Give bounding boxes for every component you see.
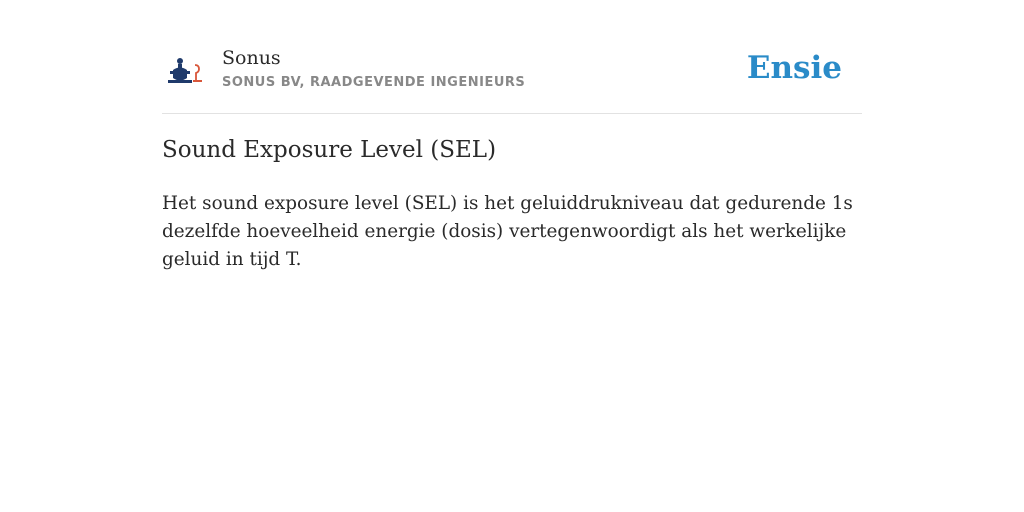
definition-text: Het sound exposure level (SEL) is het geluiddrukniveau dat gedurende 1s dezelfde hoeveelheid energie (dosis) vertegenwoordigt als het werkelijke geluid in tijd T. — [162, 193, 853, 270]
page-title: Sound Exposure Level (SEL) — [162, 137, 497, 163]
org-name[interactable]: Sonus — [222, 47, 281, 69]
sonus-logo-icon[interactable] — [168, 56, 204, 86]
ensie-logo-link[interactable]: Ensie — [746, 50, 842, 86]
site-header — [162, 40, 862, 114]
org-subtitle: SONUS BV, RAADGEVENDE INGENIEURS — [222, 75, 526, 90]
